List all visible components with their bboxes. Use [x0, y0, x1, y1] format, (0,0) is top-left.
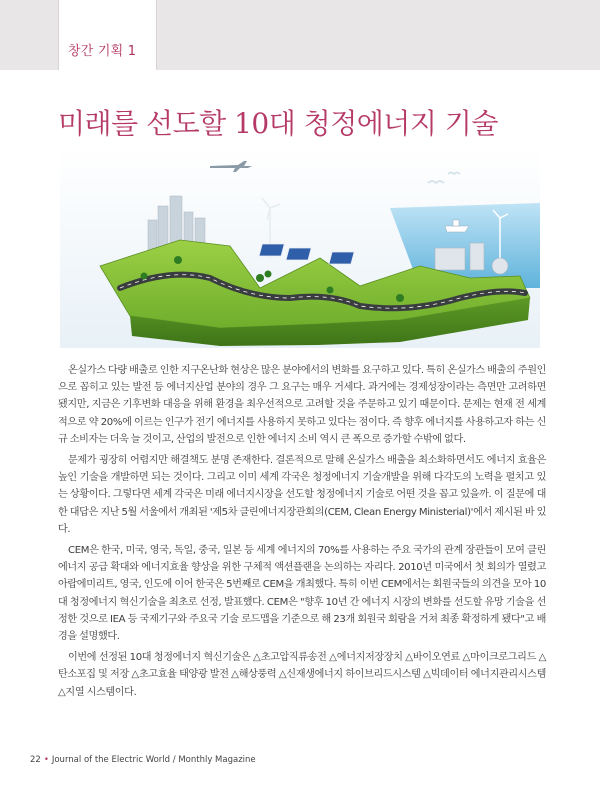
article-body: [58, 362, 546, 705]
section-tab: [58, 0, 157, 70]
article-title: 미래를 선도할 10대 청정에너지 기술: [58, 107, 498, 140]
paragraph: 문제가 굉장히 어렵지만 해결책도 분명 존재한다. 결론적으로 말해 온실가스 배출을 최소화하면서도 에너지 효율은 높인 기술을 개발하면 되는 것이다. 그리고 이미 세계 각국은 청정에너지 기술개발을 위해 다각도의 노력을 펼치고 있는 상황이다. 그렇다면 세계 각국은 미래 에너지시장을 선도할 청정에너지 기술로 어떤 것을 꼽고 있을까. 이 질문에 대한 대답은 지난 5월 서울에서 개최된 '제5차 클린에너지장관회의(CEM, Clean Energy Ministerial)'에서 제시된 바 있다.: [58, 455, 546, 535]
paragraph: CEM은 한국, 미국, 영국, 독일, 중국, 일본 등 세계 에너지의 70%를 사용하는 주요 국가의 관계 장관들이 모여 클린에너지 공급 확대와 에너지효율 향상을 위한 구체적 액션플랜을 논의하는 자리다. 2010년 미국에서 첫 회의가 열렸고 아랍에미리트, 영국, 인도에 이어 한국은 5번째로 CEM을 개최했다. 특히 이번 CEM에서는 회원국들의 의견을 모아 10대 청정에너지 혁신기술을 최초로 선정, 발표했다. CEM은 "향후 10년 간 에너지 시장의 변화를 선도할 유망 기술을 선정한 것으로 IEA 등 국제기구와 주요국 기술 로드맵을 기준으로 해 23개 회원국 회람을 거쳐 최종 확정하게 됐다"고 배경을 설명했다.: [58, 545, 546, 643]
paragraph: 이번에 선정된 10대 청정에너지 혁신기술은 △초고압직류송전 △에너지저장장치 △바이오연료 △마이크로그리드 △탄소포집 및 저장 △초고효율 태양광 발전 △해상풍력 △신재생에너지 하이브리드시스템 △빅데이터 에너지관리시스템 △지열 시스템이다.: [58, 652, 546, 698]
footer-separator: •: [43, 755, 49, 765]
page-number: 22: [30, 755, 41, 765]
section-label: 창간 기획 1: [68, 44, 137, 59]
publication-name: Journal of the Electric World / Monthly Magazine: [51, 755, 256, 765]
hero-illustration: [60, 148, 540, 348]
paragraph: 온실가스 다량 배출로 인한 지구온난화 현상은 많은 분야에서의 변화를 요구하고 있다. 특히 온실가스 배출의 주원인으로 꼽히고 있는 발전 등 에너지산업 분야의 경우 그 요구는 매우 거세다. 과거에는 경제성장이라는 측면만 고려하면 됐지만, 지금은 기후변화 대응을 위해 환경을 최우선적으로 고려할 것을 주문하고 있기 때문이다. 문제는 현재 전 세계적으로 약 20%에 이르는 인구가 전기 에너지를 사용하지 못하고 있다는 점이다. 즉 향후 에너지를 사용하고자 하는 신규 소비자는 더욱 늘 것이고, 산업의 발전으로 인한 에너지 소비 역시 큰 폭으로 증가할 수밖에 없다.: [58, 365, 546, 445]
page-footer: [30, 755, 256, 765]
